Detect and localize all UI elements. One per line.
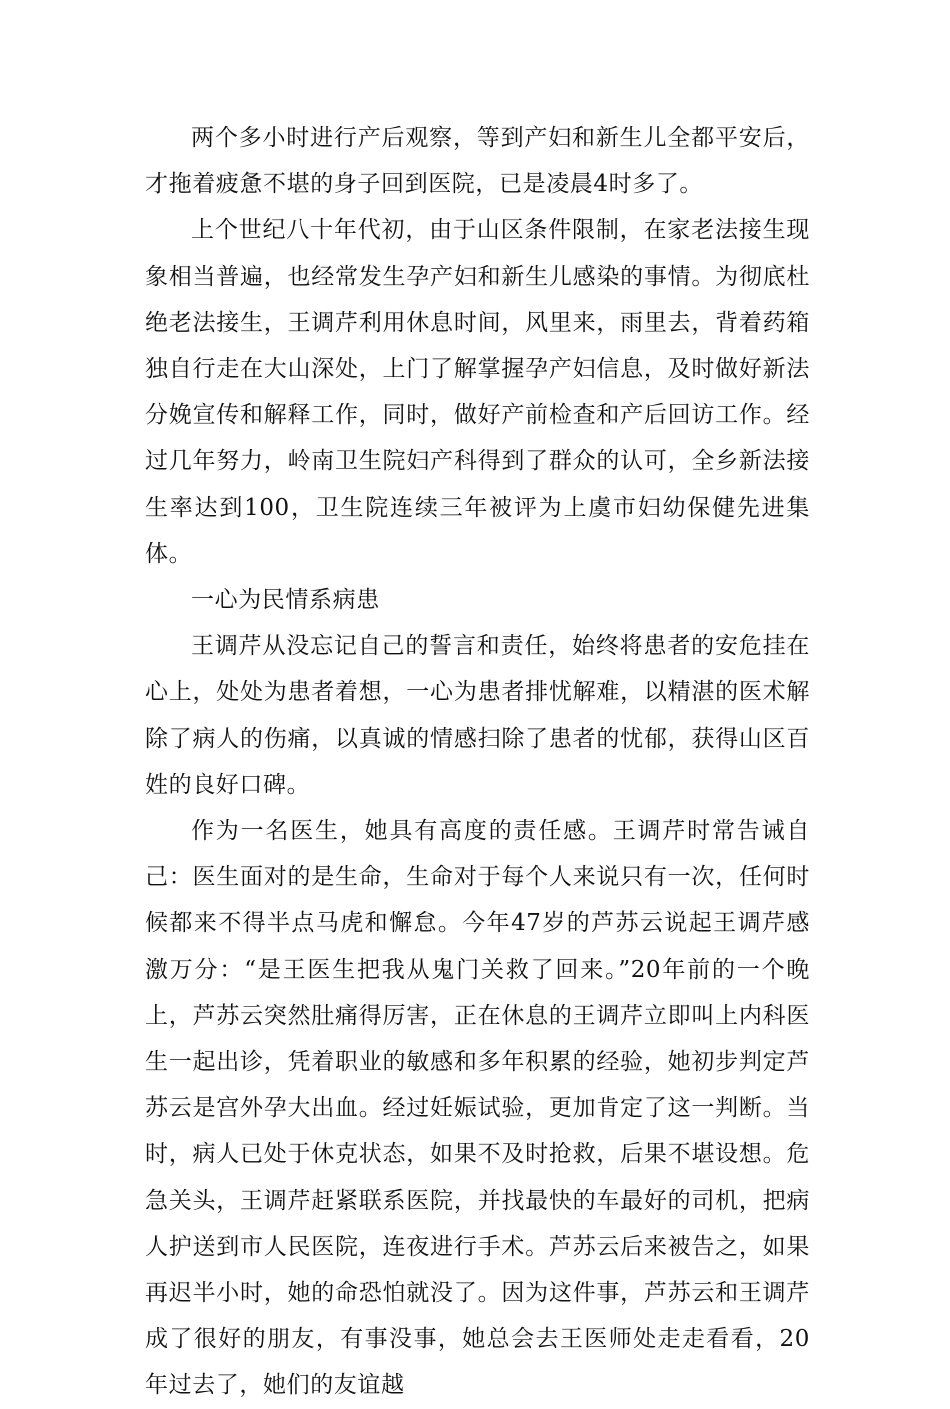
paragraph-rural-birth-reform: 上个世纪八十年代初，由于山区条件限制，在家老法接生现象相当普遍，也经常发生孕产妇和新生儿感染的事情。为彻底杜绝老法接生，王调芹利用休息时间，风里来，雨里去，背着药箱独自行走在大山深处，上门了解掌握孕产妇信息，及时做好新法分娩宣传和解释工作，同时，做好产前检查和产后回访工作。经过几年努力，岭南卫生院妇产科得到了群众的认可，全乡新法接生率达到100，卫生院连续三年被评为上虞市妇幼保健先进集体。 bbox=[145, 217, 810, 567]
paragraph-patient-story: 作为一名医生，她具有高度的责任感。王调芹时常告诫自己：医生面对的是生命，生命对于每个人来说只有一次，任何时候都来不得半点马虎和懈怠。今年47岁的芦苏云说起王调芹感激万分：“是王医生把我从鬼门关救了回来。”20年前的一个晚上，芦苏云突然肚痛得厉害，正在休息的王调芹立即叫上内科医生一起出诊，凭着职业的敏感和多年积累的经验，她初步判定芦苏云是宫外孕大出血。经过妊娠试验，更加肯定了这一判断。当时，病人已处于休克状态，如果不及时抢救，后果不堪设想。危急关头，王调芹赶紧联系医院，并找最快的车最好的司机，把病人护送到市人民医院，连夜进行手术。芦苏云后来被告之，如果再迟半小时，她的命恐怕就没了。因为这件事，芦苏云和王调芹成了很好的朋友，有事没事，她总会去王医师处走走看看，20年过去了，她们的友谊越 bbox=[145, 818, 810, 1399]
paragraph-patient-care: 王调芹从没忘记自己的誓言和责任，始终将患者的安危挂在心上，处处为患者着想，一心为患者排忧解难，以精湛的医术解除了病人的伤痛，以真诚的情感扫除了患者的忧郁，获得山区百姓的良好口碑。 bbox=[145, 633, 810, 798]
section-heading: 一心为民情系病患 bbox=[191, 587, 380, 614]
document-body bbox=[145, 115, 810, 1409]
paragraph-continuation: 两个多小时进行产后观察，等到产妇和新生儿全都平安后，才拖着疲惫不堪的身子回到医院，已是凌晨4时多了。 bbox=[145, 125, 810, 198]
